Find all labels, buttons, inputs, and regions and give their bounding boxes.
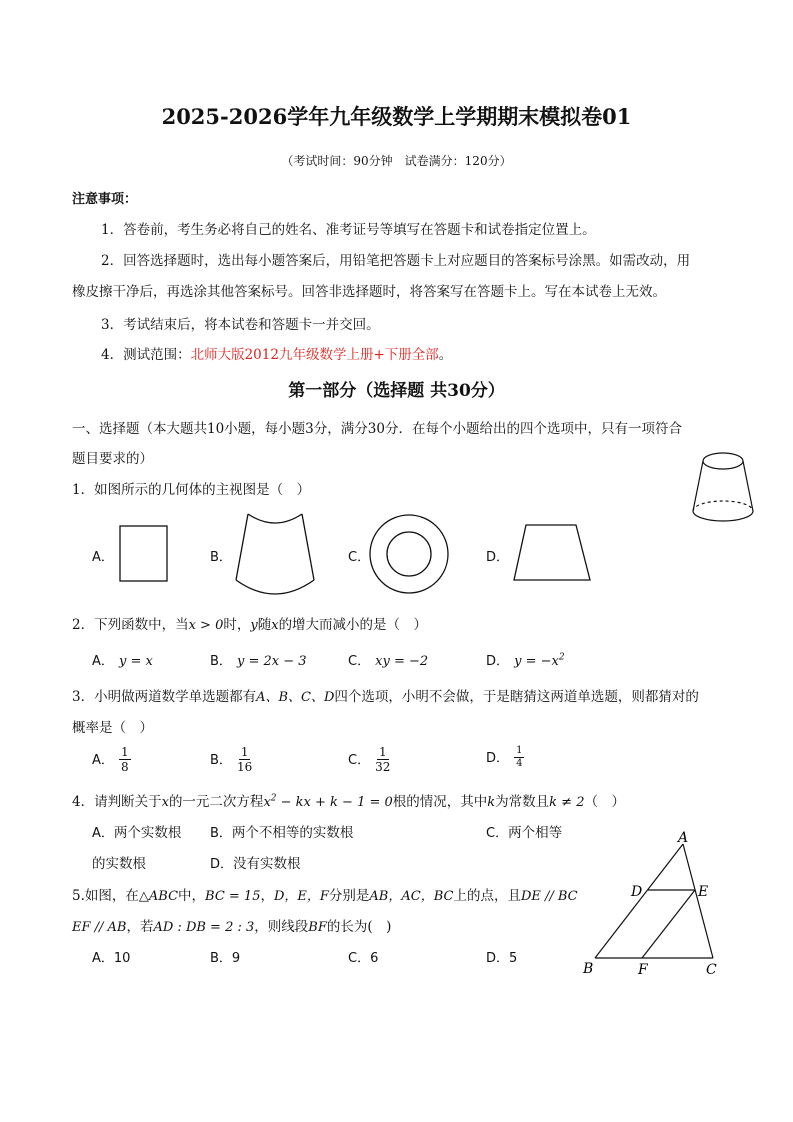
q5-line1-a: 5.如图，在	[72, 888, 139, 904]
q3-option-a-num: 1	[121, 745, 129, 759]
q5-bc-length: BC = 15	[205, 889, 261, 904]
note-item-1: 1．答卷前，考生务必将自己的姓名、准考证号等填写在答题卡和试卷指定位置上。	[101, 222, 596, 238]
question-2-stem	[72, 613, 427, 633]
q5-option-c-label: C．	[348, 951, 371, 966]
triangle-figure	[578, 828, 728, 978]
q1-option-c-circles	[367, 512, 451, 596]
q2-option-a[interactable]	[92, 650, 153, 669]
q5-ratio: AD : DB = 2 : 3	[153, 920, 255, 935]
q3-option-c-fraction	[375, 745, 390, 774]
q5-option-a-label: A．	[92, 951, 114, 966]
q3-option-b-label: B．	[210, 753, 232, 768]
q2-var-x: x	[271, 618, 279, 633]
q5-sides: AB，AC，BC	[369, 889, 454, 904]
q5-parallel-1: DE // BC	[520, 889, 578, 904]
q1-option-c-label[interactable]: C．	[348, 550, 371, 565]
exam-info: （考试时间：90分钟 试卷满分：120分）	[281, 154, 512, 168]
q2-option-c-label: C．	[348, 654, 371, 669]
q3-stem-suffix: 四个选项，小明不会做，于是瞎猜这两道单选题，则都猜对的	[334, 689, 699, 705]
q2-option-d-label: D．	[486, 654, 510, 669]
q4-stem-mid3: 为常数且	[495, 794, 550, 810]
q3-option-c[interactable]	[348, 745, 390, 774]
label-d: D	[631, 884, 643, 900]
q3-option-a-den: 8	[121, 760, 129, 774]
q4-eq-a: x	[263, 795, 271, 810]
test-range: 北师大版2012九年级数学上册+下册全部	[190, 347, 439, 363]
q5-line2-c: 的长为( )	[326, 919, 392, 935]
question-3-stem-line2: 概率是（ ）	[72, 720, 153, 736]
q2-option-c-expr: xy = −2	[375, 654, 429, 669]
q5-option-a-value: 10	[113, 951, 131, 966]
q4-option-d-text: 没有实数根	[233, 856, 301, 872]
q3-option-b[interactable]	[210, 745, 252, 774]
q1-option-b-curved-trapezoid	[230, 510, 320, 596]
segment-ef	[642, 890, 695, 958]
q3-option-b-den: 16	[237, 760, 253, 774]
q3-option-c-den: 32	[375, 760, 391, 774]
q4-stem-prefix: 4．请判断关于	[72, 794, 162, 810]
q2-option-b[interactable]	[210, 650, 307, 669]
q5-option-b-value: 9	[231, 951, 241, 966]
q4-option-c-text: 两个相等	[508, 825, 563, 841]
q4-eq-exp: 2	[270, 793, 277, 804]
question-5-stem-line1	[72, 884, 578, 904]
note-item-2-line1: 2．回答选择题时，选出每小题答案后，用铅笔把答题卡上对应题目的答案标号涂黑。如需改动，用	[101, 253, 691, 269]
q2-option-a-label: A．	[92, 654, 114, 669]
note-item-2-line2: 橡皮擦干净后，再选涂其他答案标号。回答非选择题时，将答案写在答题卡上。写在本试卷上无效。	[72, 284, 666, 300]
q4-condition: k ≠ 2	[549, 795, 585, 810]
q4-option-a-text: 两个实数根	[113, 825, 182, 841]
q5-parallel-2: EF // AB	[72, 920, 127, 935]
q4-var-k: k	[487, 795, 496, 810]
q5-triangle: △ABC	[138, 889, 179, 904]
q5-points: D，E，F	[273, 889, 329, 904]
q2-stem-suffix: 的增大而减小的是（ ）	[278, 617, 428, 633]
q5-option-d[interactable]	[486, 947, 517, 966]
q5-option-c-value: 6	[370, 951, 379, 966]
question-5-stem-line2	[72, 915, 391, 935]
q4-stem-mid2: 根的情况，其中	[392, 794, 488, 810]
q4-stem-suffix: （ ）	[584, 794, 625, 810]
note-item-4-suffix: 。	[438, 347, 453, 363]
page-title: 2025-2026学年九年级数学上学期期末模拟卷01	[161, 104, 632, 129]
q2-stem-mid: 时，	[223, 617, 251, 633]
note-item-3: 3．考试结束后，将本试卷和答题卡一并交回。	[101, 317, 380, 333]
q5-line1-e: 上的点，且	[453, 888, 521, 904]
q2-stem-mid2: 随	[257, 617, 272, 633]
q3-stem-vars: A、B、C、D	[256, 690, 335, 705]
q4-option-d[interactable]	[210, 852, 301, 872]
frustum-figure	[688, 448, 758, 528]
label-a: A	[678, 830, 689, 846]
side-ab	[595, 844, 683, 958]
side-ac	[683, 844, 713, 958]
q3-option-b-fraction	[237, 745, 252, 774]
q5-option-a[interactable]	[92, 947, 130, 966]
label-b: B	[583, 961, 594, 977]
q5-line2-b: ，则线段	[254, 919, 309, 935]
q4-option-c-label: C．	[486, 826, 509, 841]
q4-option-d-label: D．	[210, 857, 234, 872]
section-title: 第一部分（选择题 共30分）	[288, 381, 505, 401]
q1-option-d-trapezoid	[510, 522, 594, 584]
q4-stem-mid: 的一元二次方程	[168, 794, 264, 810]
label-e: E	[698, 884, 709, 900]
q3-option-c-num: 1	[378, 745, 387, 759]
q2-option-d[interactable]	[486, 650, 565, 669]
q4-option-b-label: B．	[210, 826, 232, 841]
label-c: C	[706, 962, 717, 978]
section-instructions-line1: 一、选择题（本大题共10小题，每小题3分，满分30分．在每个小题给出的四个选项中，只有一项符合	[72, 421, 682, 437]
q4-option-b[interactable]	[210, 821, 353, 841]
q2-option-c[interactable]	[348, 650, 428, 669]
question-4-stem	[72, 790, 625, 810]
label-f: F	[638, 962, 648, 978]
q5-option-d-label: D．	[486, 951, 510, 966]
q4-equation	[263, 795, 392, 810]
q4-option-a[interactable]	[92, 821, 181, 841]
q4-eq-b: − kx + k − 1 = 0	[276, 795, 393, 810]
q5-line1-b: 中，	[178, 888, 206, 904]
q4-option-c-continued: 的实数根	[92, 856, 146, 872]
question-3-stem-line1	[72, 685, 699, 705]
q5-segment-bf: BF	[308, 920, 327, 935]
q4-option-b-text: 两个不相等的实数根	[231, 825, 354, 841]
q3-option-a-label: A．	[92, 753, 114, 768]
q3-option-d-fraction	[514, 745, 524, 770]
q2-option-d-expr	[514, 654, 564, 669]
q3-option-a[interactable]	[92, 745, 131, 774]
q2-option-d-base: y = −x	[514, 654, 559, 669]
q1-option-a-label[interactable]: A．	[92, 550, 114, 565]
note-item-4-prefix: 4．测试范围：	[101, 347, 191, 363]
q2-option-b-expr: y = 2x − 3	[237, 654, 307, 669]
q5-line1-c: ，	[260, 888, 274, 904]
q3-option-c-label: C．	[348, 753, 371, 768]
q3-option-b-num: 1	[240, 745, 249, 759]
q5-option-d-value: 5	[509, 951, 518, 966]
notes-heading: 注意事项：	[72, 192, 138, 207]
q2-var-y: y	[250, 618, 258, 633]
q3-option-d[interactable]	[486, 745, 524, 770]
q5-option-c[interactable]	[348, 947, 378, 966]
question-1-stem: 1．如图所示的几何体的主视图是（ ）	[72, 482, 311, 498]
q4-var-x: x	[161, 795, 169, 810]
q2-stem-prefix: 2．下列函数中，当	[72, 617, 189, 633]
q1-option-d-label[interactable]: D．	[486, 550, 510, 565]
q4-option-c[interactable]	[486, 821, 562, 841]
q2-condition: x > 0	[188, 618, 224, 633]
q5-line2-a: ，若	[126, 919, 154, 935]
q2-option-b-label: B．	[210, 654, 232, 669]
q3-option-d-num: 1	[516, 745, 523, 756]
q5-option-b-label: B．	[210, 951, 232, 966]
q2-option-a-expr: y = x	[119, 654, 153, 669]
note-item-4	[101, 343, 452, 363]
q4-option-a-label: A．	[92, 826, 114, 841]
q5-line1-d: 分别是	[328, 888, 370, 904]
q2-option-d-exponent: 2	[558, 652, 565, 663]
q3-option-d-label: D．	[486, 751, 510, 766]
q3-option-d-den: 4	[516, 758, 523, 769]
q3-option-a-fraction	[119, 745, 131, 774]
q1-option-a-rectangle	[118, 524, 170, 584]
q1-option-b-label[interactable]: B．	[210, 550, 232, 565]
q5-option-b[interactable]	[210, 947, 240, 966]
q3-stem-prefix: 3．小明做两道数学单选题都有	[72, 689, 257, 705]
section-instructions-line2: 题目要求的）	[72, 451, 153, 467]
